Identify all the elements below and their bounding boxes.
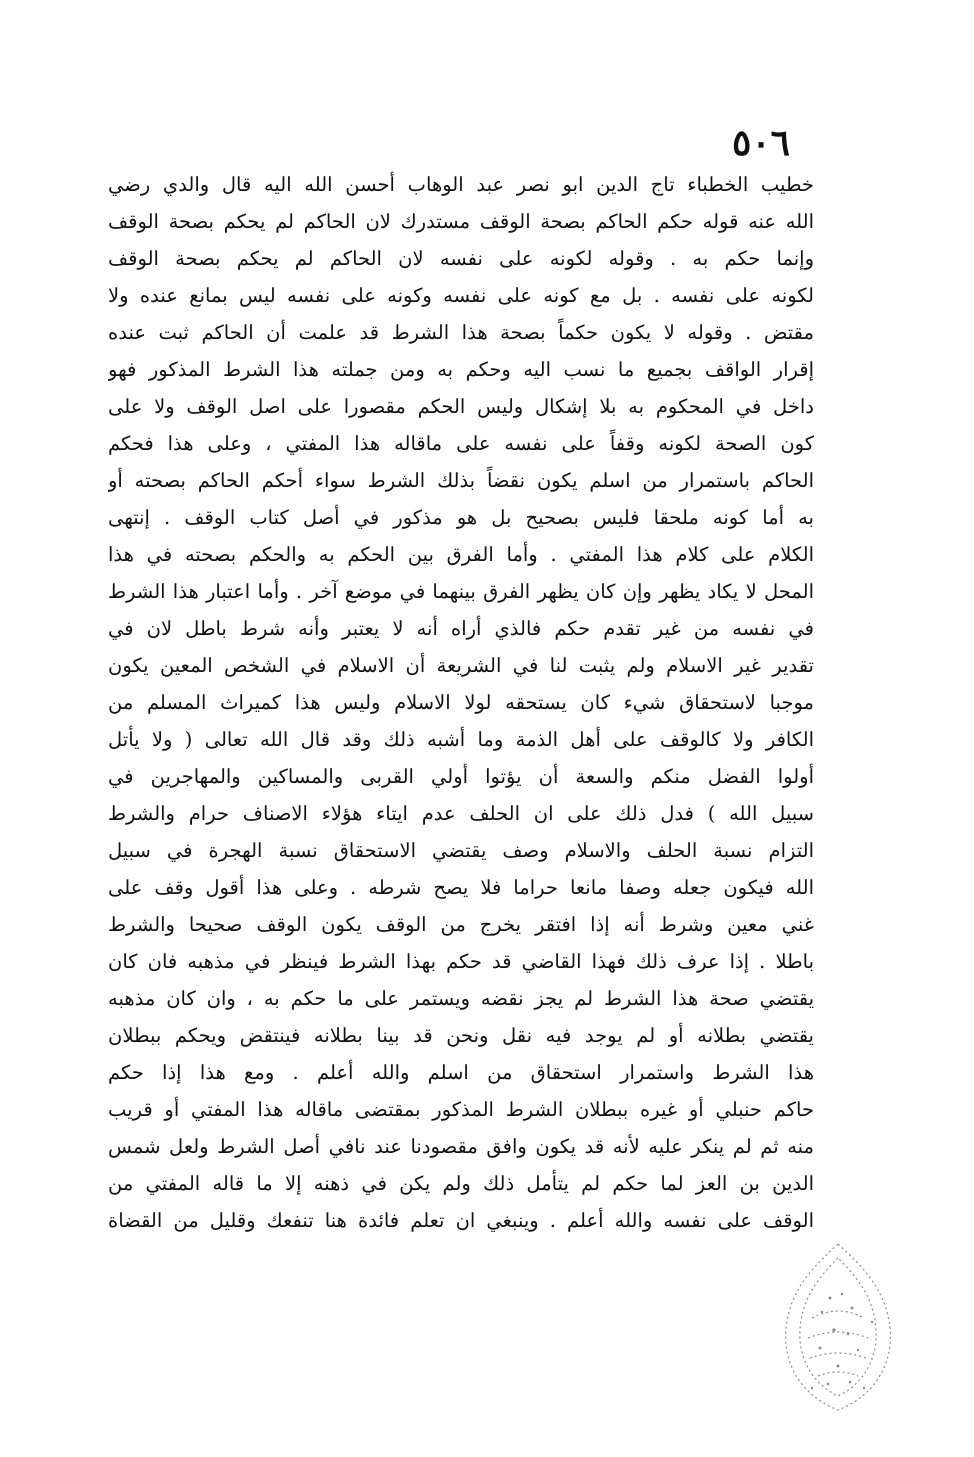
text-line: حاكم حنبلي أو غيره ببطلان الشرط المذكور بمقتضى ماقاله هذا المفتي أو قريب xyxy=(108,1098,814,1121)
text-line: خطيب الخطباء تاج الدين ابو نصر عبد الوهاب أحسن الله اليه قال والدي رضي xyxy=(108,173,814,196)
text-line: هذا الشرط واستمرار استحقاق من اسلم والله أعلم . ومع هذا إذا حكم xyxy=(108,1061,814,1084)
text-line: باطلا . إذا عرف ذلك فهذا القاضي قد حكم بهذا الشرط فينظر في مذهبه فان كان xyxy=(108,950,814,973)
text-line: تقدير غير الاسلام ولم يثبت لنا في الشريعة أن الاسلام في الشخص المعين يكون xyxy=(108,654,814,677)
text-line: الحاكم باستمرار من اسلم يكون نقضاً بذلك الشرط سواء أحكم الحاكم بصحته أو xyxy=(108,469,814,492)
text-line: الكافر ولا كالوقف على أهل الذمة وما أشبه ذلك وقد قال الله تعالى ( ولا يأتل xyxy=(108,728,814,751)
text-line: الكلام على كلام هذا المفتي . وأما الفرق بين الحكم به والحكم بصحته في هذا xyxy=(108,543,814,566)
text-line: مقتض . وقوله لا يكون حكماً بصحة هذا الشرط قد علمت أن الحاكم ثبت عنده xyxy=(108,321,814,344)
text-line: لكونه على نفسه . بل مع كونه على نفسه وكونه على نفسه ليس بمانع عنده ولا xyxy=(108,284,814,307)
text-line: غني معين وشرط أنه إذا افتقر يخرج من الوقف يكون الوقف صحيحا والشرط xyxy=(108,913,814,936)
text-line: يقتضي بطلانه أو لم يوجد فيه نقل ونحن قد بينا بطلانه فينتقض ويحكم ببطلان xyxy=(108,1024,814,1047)
body-text xyxy=(108,166,814,1239)
text-line: أولوا الفضل منكم والسعة أن يؤتوا أولي القربى والمساكين والمهاجرين في xyxy=(108,765,814,788)
text-line: الله فيكون جعله وصفا مانعا حراما فلا يصح شرطه . وعلى هذا أقول وقف على xyxy=(108,876,814,899)
library-stamp-icon xyxy=(772,1238,904,1416)
text-line: يقتضي صحة هذا الشرط لم يجز نقضه ويستمر على ما حكم به ، وان كان مذهبه xyxy=(108,987,814,1010)
text-line: موجبا لاستحقاق شيء كان يستحقه لولا الاسلام وليس هذا كميراث المسلم من xyxy=(108,691,814,714)
page-number: ٥٠٦ xyxy=(731,122,790,164)
text-line: المحل لا يكاد يظهر وإن كان يظهر الفرق بينهما في موضع آخر . وأما اعتبار هذا الشرط xyxy=(108,580,814,603)
text-line: به أما كونه ملحقا فليس بصحيح بل هو مذكور في أصل كتاب الوقف . إنتهى xyxy=(108,506,814,529)
text-line: سبيل الله ) فدل ذلك على ان الحلف عدم ايتاء هؤلاء الاصناف حرام والشرط xyxy=(108,802,814,825)
text-line: الله عنه قوله حكم الحاكم بصحة الوقف مستدرك لان الحاكم لم يحكم بصحة الوقف xyxy=(108,210,814,233)
text-line: كون الصحة لكونه وقفاً على نفسه على ماقاله هذا المفتي ، وعلى هذا فحكم xyxy=(108,432,814,455)
text-line: إقرار الواقف بجميع ما نسب اليه وحكم به ومن جملته هذا الشرط المذكور فهو xyxy=(108,358,814,381)
text-line: الوقف على نفسه والله أعلم . وينبغي ان تعلم فائدة هنا تنفعك وقليل من القضاة xyxy=(108,1209,814,1232)
text-line: في نفسه من غير تقدم حكم فالذي أراه أنه لا يعتبر وأنه شرط باطل لان في xyxy=(108,617,814,640)
text-line: داخل في المحكوم به بلا إشكال وليس الحكم مقصورا على اصل الوقف ولا على xyxy=(108,395,814,418)
text-line: التزام نسبة الحلف والاسلام وصف يقتضي الاستحقاق نسبة الهجرة في سبيل xyxy=(108,839,814,862)
text-line: وإنما حكم به . وقوله لكونه على نفسه لان الحاكم لم يحكم بصحة الوقف xyxy=(108,247,814,270)
text-line: الدين بن العز لما حكم لم يتأمل ذلك ولم يكن في ذهنه إلا ما قاله المفتي من xyxy=(108,1172,814,1195)
text-line: منه ثم لم ينكر عليه لأنه قد يكون وافق مقصودنا عند نافي أصل الشرط ولعل شمس xyxy=(108,1135,814,1158)
